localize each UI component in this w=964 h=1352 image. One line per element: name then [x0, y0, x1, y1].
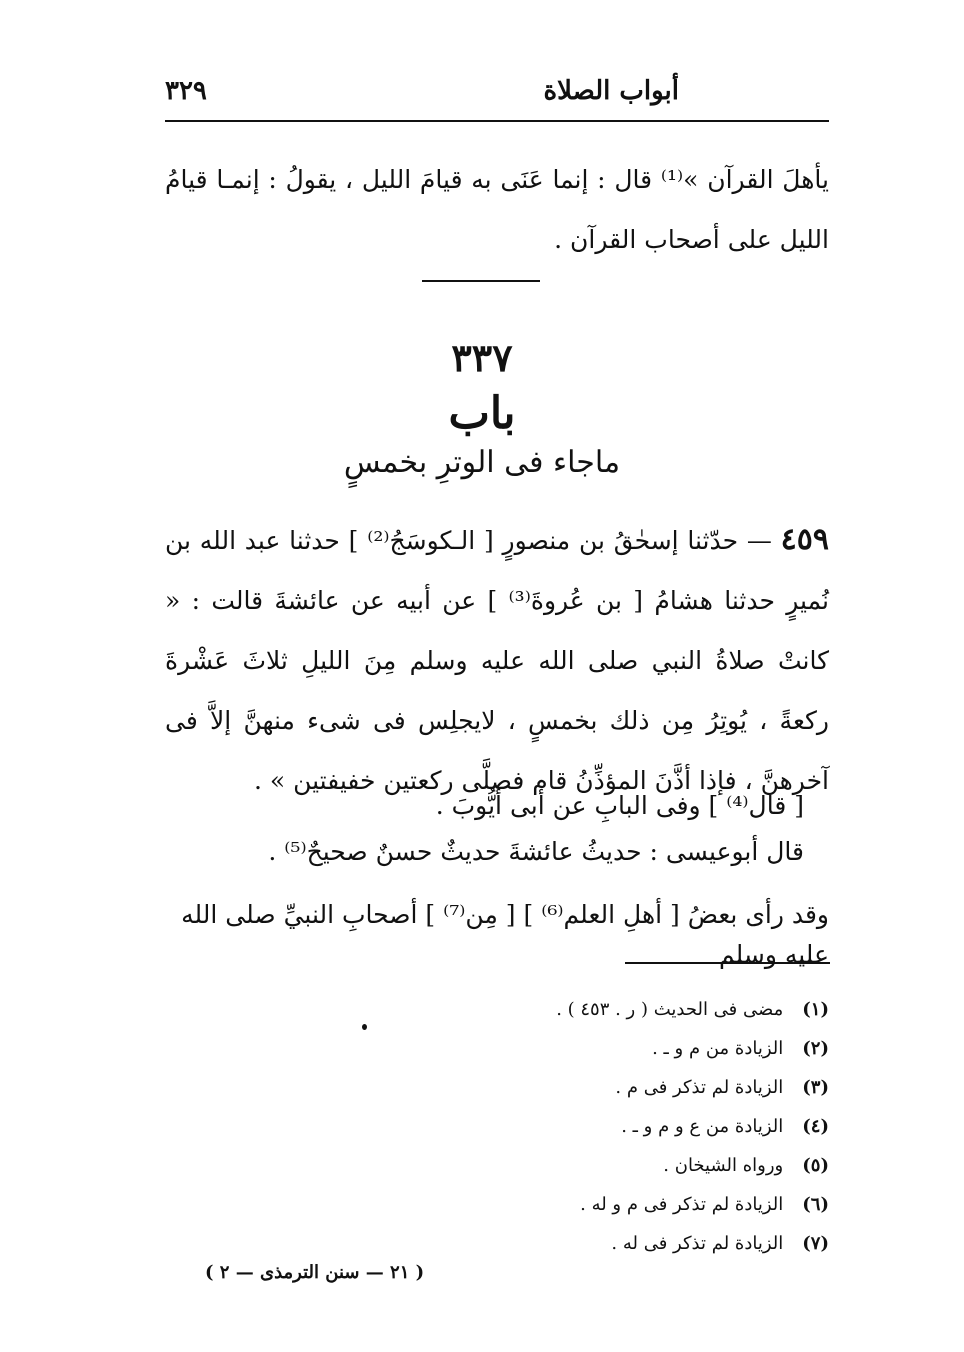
- footnote-item: [329, 1185, 829, 1224]
- footnote-text: مضى فى الحديث ( ر . ٤٥٣ ) .: [556, 999, 784, 1020]
- footnote-number: (٧): [802, 1233, 829, 1254]
- footnote-item: [329, 1146, 829, 1185]
- footnote-number: (٣): [802, 1077, 829, 1098]
- footnotes-rule: [625, 962, 830, 964]
- carryover-paragraph: يأهلَ القرآن »⁽¹⁾ قال : إنما عَنَى به قيامَ الليل ، يقولُ : إنمـا قيامُ الليل على أصحاب القرآن .: [165, 165, 829, 254]
- footnotes-list: [329, 990, 829, 1263]
- footnote-text: الزيادة لم تذكر فى له .: [611, 1233, 784, 1254]
- chapter-heading: باب: [448, 388, 516, 439]
- footnote-number: (١): [802, 999, 829, 1020]
- footnote-number: (٦): [802, 1194, 829, 1215]
- footnote-number: (٤): [802, 1116, 829, 1137]
- chapter-number: ٣٣٧: [451, 335, 513, 380]
- footnote-item: [329, 1224, 829, 1263]
- footnote-item: [329, 1068, 829, 1107]
- page-header: [165, 72, 829, 112]
- abu-isa-line: قال أبوعيسى : حديثُ عائشةَ حديثٌ حسنٌ صحيحٌ⁽⁵⁾ .: [268, 837, 804, 866]
- footnote-item: [329, 1029, 829, 1068]
- section-divider: [422, 280, 540, 282]
- footnote-text: الزيادة من م و ـ .: [652, 1038, 784, 1059]
- footnote-text: الزيادة من ع و م و ـ .: [621, 1116, 784, 1137]
- footnote-text: الزيادة لم تذكر فى م .: [615, 1077, 784, 1098]
- footnote-text: الزيادة لم تذكر فى م و له .: [580, 1194, 784, 1215]
- chapter-title: ماجاء فى الوترِ بخمسٍ: [343, 445, 621, 480]
- continuation-line: وقد رأى بعضُ [ أهلِ العلم⁽⁶⁾ ] [ مِن⁽⁷⁾ ] أصحابِ النبيِّ صلى الله عليه وسلم: [181, 900, 829, 969]
- running-title: أبواب الصلاة: [543, 76, 679, 106]
- footnote-item: [329, 1107, 829, 1146]
- header-rule: [165, 120, 829, 122]
- ink-speck: [362, 1024, 367, 1030]
- print-signature: ( ٢١ — سنن الترمذى — ٢ ): [205, 1262, 425, 1283]
- page-number: ٣٢٩: [165, 76, 207, 106]
- footnote-item: [329, 990, 829, 1029]
- hadith-paragraph: [165, 510, 829, 811]
- footnote-number: (٥): [802, 1155, 829, 1176]
- hadith-text: — حدّثنا إسحٰقُ بن منصورٍ [ الـكوسَجُ⁽²⁾ ] حدثنا عبد الله بن نُميرٍ حدثنا هشامُ [ بن عُروةَ⁽³⁾ ] عن أبيه عن عائشةَ قالت : « كانتْ صلاةُ النبي صلى الله عليه وسلم مِنَ الليلِ ثلاثَ عَشْرةَ ركعةً ، يُوتِرُ مِن ذلك بخمسٍ ، لايجلِس فى شىء منهنَّ إلاَّ فى آخرهنَّ ، فإذا أذَّنَ المؤذِّنُ قام فصلَّى ركعتين خفيفتين » .: [165, 526, 829, 795]
- chapter-note-line: [ قال⁽⁴⁾ ] وفى البابِ عن أبى أيُّوبَ .: [435, 791, 804, 820]
- footnote-text: ورواه الشيخان .: [663, 1155, 784, 1176]
- hadith-number: ٤٥٩: [780, 522, 830, 557]
- footnote-number: (٢): [802, 1038, 829, 1059]
